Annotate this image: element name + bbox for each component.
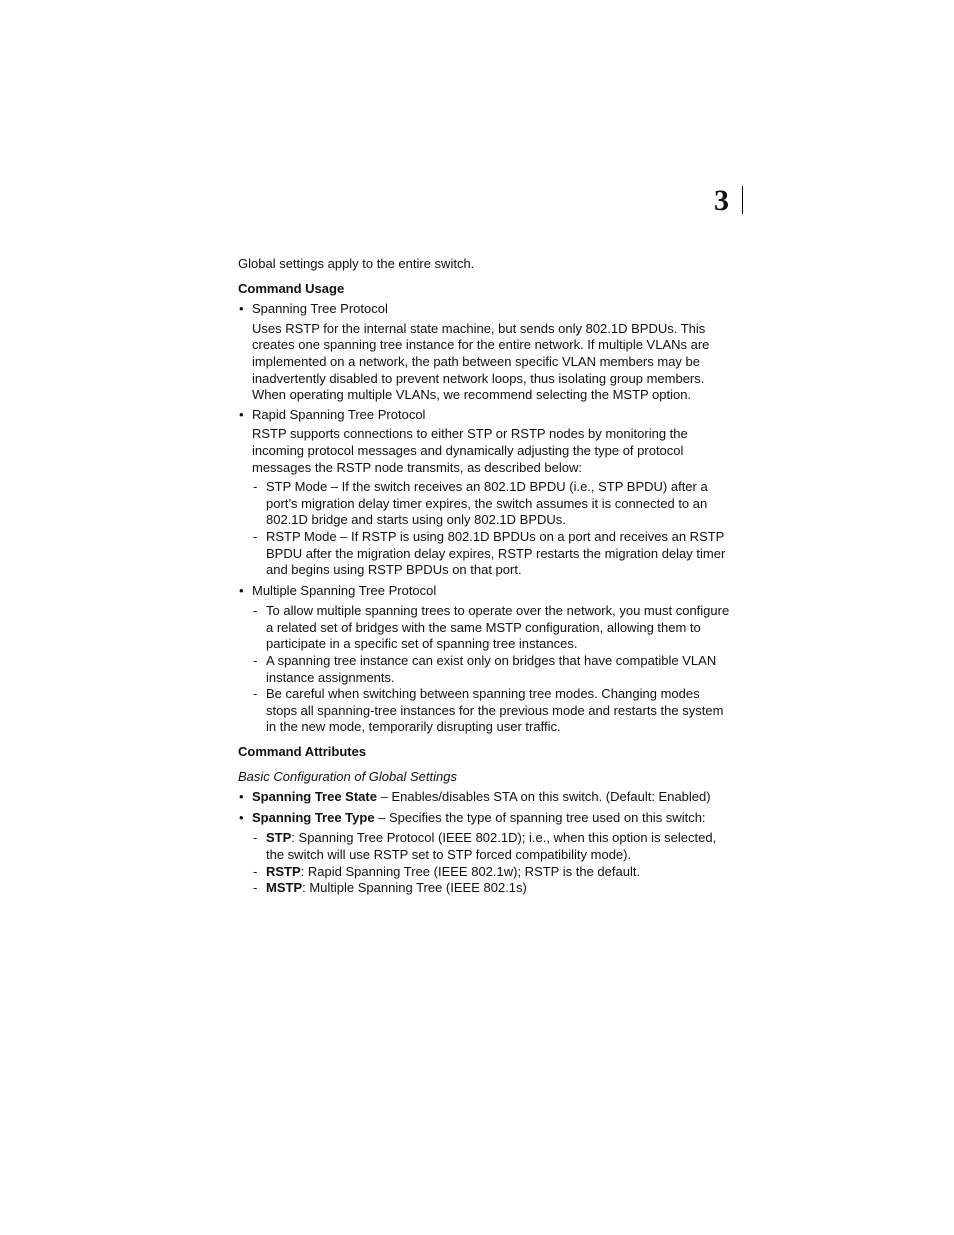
mstp-item: - Be careful when switching between spanning tree modes. Changing modes stops all spanning-tree instances for the previous mode and restarts the system in the new mode, temporarily disrupting user traffic.	[238, 686, 730, 736]
page-content	[238, 256, 730, 897]
rstp-item: - RSTP Mode – If RSTP is using 802.1D BPDUs on a port and receives an RSTP BPDU after the migration delay expires, RSTP restarts the migration delay timer and begins using RSTP BPDUs on that port.	[238, 529, 730, 579]
option-term: STP	[266, 830, 292, 846]
bullet-stp-title: • Spanning Tree Protocol	[238, 301, 730, 318]
type-option-rstp	[238, 864, 730, 881]
spanning-tree-state-text: – Enables/disables STA on this switch. (Default: Enabled)	[376, 789, 711, 805]
option-text: : Rapid Spanning Tree (IEEE 802.1w); RSTP is the default.	[300, 863, 641, 879]
option-text: : Multiple Spanning Tree (IEEE 802.1s)	[302, 880, 527, 896]
bullet-spanning-tree-state	[238, 789, 730, 806]
mstp-item: - To allow multiple spanning trees to operate over the network, you must configure a related set of bridges with the same MSTP configuration, allowing them to participate in a specific set of spanning tree instances.	[238, 603, 730, 653]
type-option-mstp	[238, 880, 730, 897]
option-text: : Spanning Tree Protocol (IEEE 802.1D); i.e., when this option is selected, the switch will use RSTP set to STP forced compatibility mode).	[266, 830, 717, 862]
rstp-description: RSTP supports connections to either STP or RSTP nodes by monitoring the incoming protocol messages and dynamically adjusting the type of protocol messages the RSTP node transmits, as described below:	[252, 426, 688, 475]
term-spanning-tree-state: Spanning Tree State	[252, 789, 377, 805]
bullet-spanning-tree-type	[238, 810, 730, 827]
command-usage-heading: Command Usage	[238, 280, 345, 296]
option-term: RSTP	[266, 863, 301, 879]
command-attributes-heading: Command Attributes	[238, 744, 367, 760]
intro-text: Global settings apply to the entire switch.	[238, 256, 475, 271]
bullet-rstp-title: • Rapid Spanning Tree Protocol	[238, 407, 730, 424]
type-option-stp	[238, 830, 730, 863]
global-settings-subheading: Basic Configuration of Global Settings	[238, 768, 457, 784]
chapter-number: 3	[714, 186, 743, 214]
rstp-item: - STP Mode – If the switch receives an 802.1D BPDU (i.e., STP BPDU) after a port’s migration delay timer expires, the switch assumes it is connected to an 802.1D bridge and starts using only 802.1D BPDUs.	[238, 479, 730, 529]
spanning-tree-type-text: – Specifies the type of spanning tree used on this switch:	[374, 809, 706, 825]
bullet-mstp-title: • Multiple Spanning Tree Protocol	[238, 583, 730, 600]
mstp-item: - A spanning tree instance can exist only on bridges that have compatible VLAN instance assignments.	[238, 653, 730, 686]
term-spanning-tree-type: Spanning Tree Type	[252, 809, 375, 825]
option-term: MSTP	[266, 880, 303, 896]
stp-description: Uses RSTP for the internal state machine, but sends only 802.1D BPDUs. This creates one spanning tree instance for the entire network. If multiple VLANs are implemented on a network, the path between specific VLAN members may be inadvertently disabled to prevent network loops, thus isolating group members. When operating multiple VLANs, we recommend selecting the MSTP option.	[252, 320, 710, 403]
